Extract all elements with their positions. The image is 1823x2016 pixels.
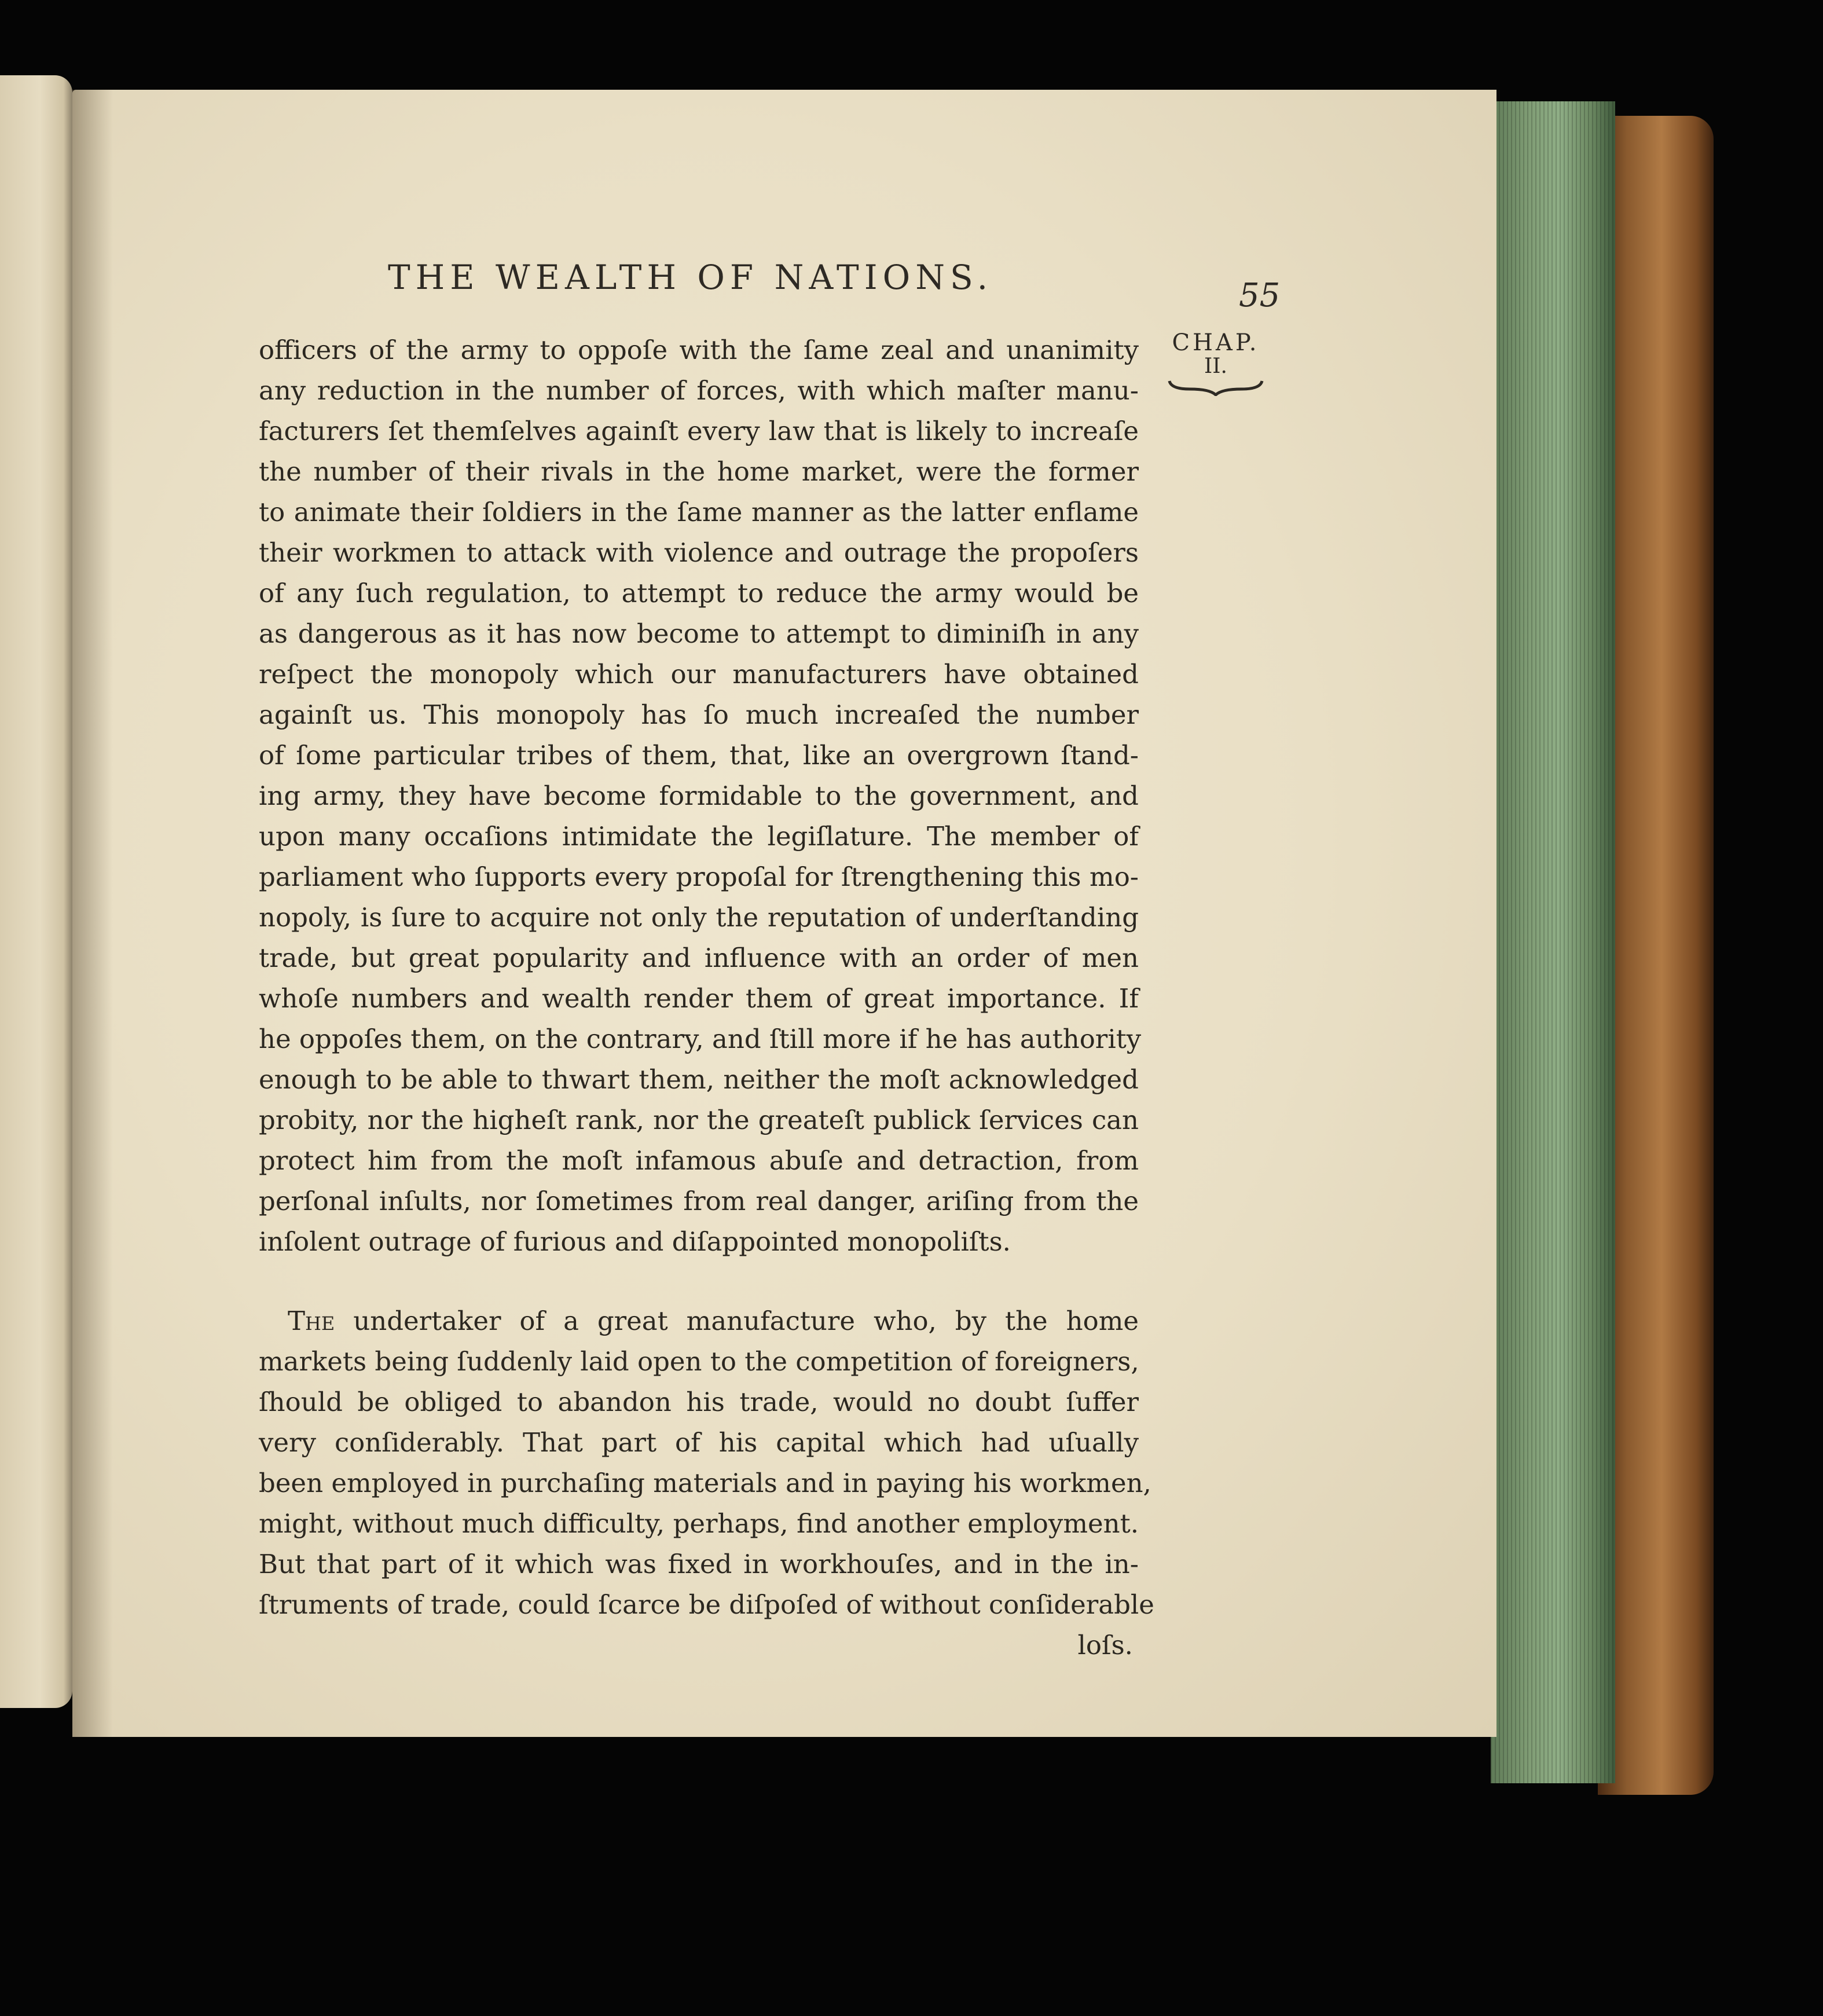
page-block-edge xyxy=(1491,101,1615,1783)
text-line: officers of the army to oppoſe with the ſame zeal and unanimity xyxy=(259,335,1139,365)
page-gutter-shadow xyxy=(72,90,113,1737)
text-line: againſt us. This monopoly has ſo much increaſed the number xyxy=(259,699,1139,730)
text-line: any reduction in the number of forces, with which maſter manu- xyxy=(259,375,1139,406)
text-line: facturers ſet themſelves againſt every law that is likely to increaſe xyxy=(259,416,1139,446)
text-line: of any ſuch regulation, to attempt to reduce the army would be xyxy=(259,578,1139,609)
text-line: protect him from the moſt infamous abuſe and detraction, from xyxy=(259,1145,1139,1176)
text-line: enough to be able to thwart them, neither the moſt acknowledged xyxy=(259,1064,1139,1095)
text-line: probity, nor the higheſt rank, nor the greateſt publick ſervices can xyxy=(259,1105,1139,1135)
text-line: of ſome particular tribes of them, that, like an overgrown ſtand- xyxy=(259,740,1139,771)
text-line: But that part of it which was fixed in workhouſes, and in the in- xyxy=(259,1549,1139,1579)
text-line: whoſe numbers and wealth render them of great importance. If xyxy=(259,983,1139,1014)
paragraph-1 xyxy=(259,330,1142,1262)
running-head: THE WEALTH OF NATIONS. xyxy=(388,258,993,297)
text-line: very conſiderably. That part of his capital which had uſually xyxy=(259,1427,1139,1458)
text-line: to animate their ſoldiers in the ſame manner as the latter enflame xyxy=(259,497,1139,527)
text-line: he oppoſes them, on the contrary, and ſtill more if he has authority xyxy=(259,1024,1142,1054)
text-line: their workmen to attack with violence and outrage the propoſers xyxy=(259,537,1139,568)
text-line: perſonal inſults, nor ſometimes from real danger, ariſing from the xyxy=(259,1186,1139,1216)
text-line: might, without much difficulty, perhaps, find another employment. xyxy=(259,1508,1139,1539)
text-line: ing army, they have become formidable to the government, and xyxy=(259,780,1139,811)
leather-cover xyxy=(1598,116,1714,1795)
brace-icon xyxy=(1167,379,1265,396)
text-line: ſtruments of trade, could ſcarce be diſpoſed of without conſiderable xyxy=(259,1589,1154,1620)
left-facing-page-edge xyxy=(0,75,72,1708)
text-line: ſhould be obliged to abandon his trade, would no doubt ſuffer xyxy=(259,1387,1139,1417)
text-line: been employed in purchaſing materials and in paying his workmen, xyxy=(259,1468,1151,1498)
text-line: the number of their rivals in the home market, were the former xyxy=(259,456,1139,487)
chapter-label: CHAP. xyxy=(1172,329,1260,356)
paragraph-2-lines xyxy=(259,1341,1154,1625)
text-line: trade, but great popularity and influence with an order of men xyxy=(259,943,1139,973)
text-line: parliament who ſupports every propoſal for ſtrengthening this mo- xyxy=(259,862,1139,892)
text-line: upon many occaſions intimidate the legiſlature. The member of xyxy=(259,821,1139,852)
text-line: nopoly, is ſure to acquire not only the reputation of underſtanding xyxy=(259,902,1139,933)
page-number: 55 xyxy=(1239,277,1281,314)
text-line: reſpect the monopoly which our manufacturers have obtained xyxy=(259,659,1139,690)
chapter-margin-note xyxy=(1161,330,1271,396)
text-line xyxy=(259,1301,1139,1341)
text-line: markets being ſuddenly laid open to the competition of foreigners, xyxy=(259,1346,1139,1377)
paragraph-2 xyxy=(259,1301,1154,1666)
catchword: loſs. xyxy=(1077,1630,1133,1661)
chapter-number: II. xyxy=(1204,354,1227,378)
opening-word: The xyxy=(288,1306,335,1336)
first-line-rest: undertaker of a great manufacture who, by the home xyxy=(335,1306,1139,1336)
text-line: inſolent outrage of furious and diſappointed monopoliſts. xyxy=(259,1226,1011,1257)
text-line: as dangerous as it has now become to attempt to diminiſh in any xyxy=(259,618,1139,649)
